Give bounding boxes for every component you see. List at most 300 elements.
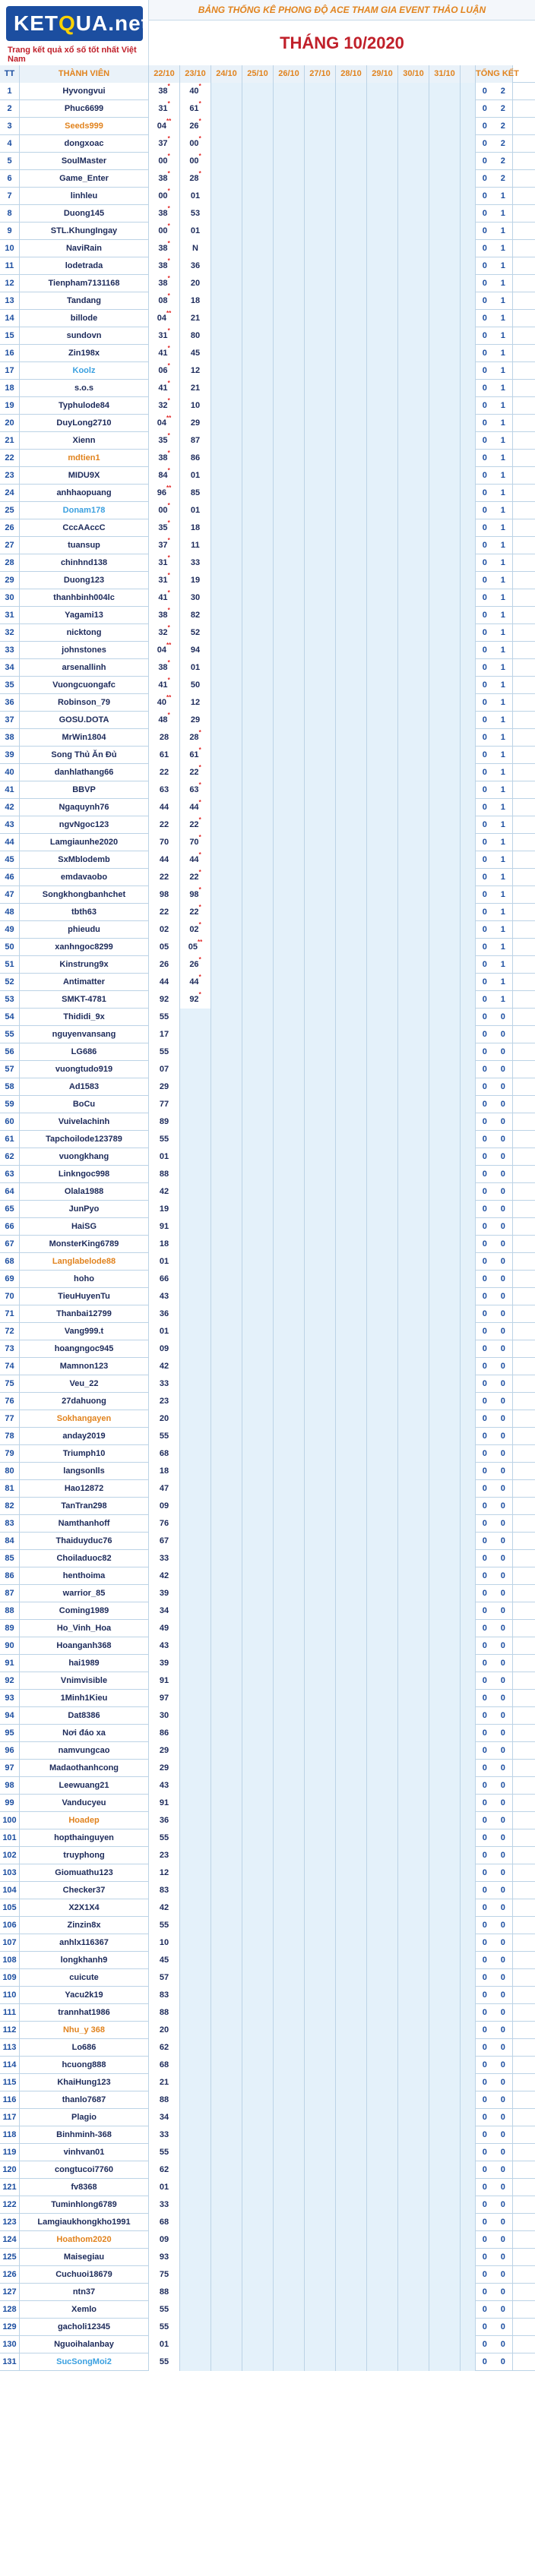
date-cell — [305, 607, 336, 624]
member-name[interactable]: ntn37 — [20, 2284, 149, 2301]
date-cell — [180, 485, 211, 502]
pick-number: 09 — [159, 1344, 169, 1353]
date-cell — [211, 2074, 242, 2091]
pick-number: 55 — [159, 1135, 169, 1144]
date-cell — [180, 939, 211, 956]
member-name[interactable]: linhleu — [20, 188, 149, 205]
member-name[interactable]: DuyLong2710 — [20, 415, 149, 432]
member-name[interactable]: anhlx116367 — [20, 1934, 149, 1952]
total-cell — [476, 747, 513, 764]
date-cell — [367, 1078, 398, 1096]
pick-number: 22* — [189, 816, 201, 829]
date-cell — [242, 1690, 274, 1707]
member-name[interactable]: Tuminhlong6789 — [20, 2196, 149, 2214]
date-cell — [180, 642, 211, 659]
date-cell — [242, 1899, 274, 1917]
blank-cell — [461, 2336, 476, 2353]
pick-number: 66 — [159, 1274, 169, 1283]
total-extra: 0 — [482, 139, 487, 148]
total-cell — [476, 2161, 513, 2179]
member-name[interactable]: Mamnon123 — [20, 1358, 149, 1375]
date-cell — [367, 502, 398, 519]
member-name[interactable]: Ngaquynh76 — [20, 799, 149, 816]
member-name[interactable]: MrWin1804 — [20, 729, 149, 747]
member-name[interactable]: Duong145 — [20, 205, 149, 223]
member-name[interactable]: Binhminh-368 — [20, 2126, 149, 2144]
member-name[interactable]: hai1989 — [20, 1655, 149, 1672]
date-cell — [367, 1393, 398, 1410]
member-name[interactable]: hcuong888 — [20, 2057, 149, 2074]
member-name[interactable]: trannhat1986 — [20, 2004, 149, 2022]
member-name[interactable]: Olala1988 — [20, 1183, 149, 1201]
blank-cell — [461, 851, 476, 869]
total-cell — [476, 1952, 513, 1969]
date-cell — [398, 2301, 429, 2319]
member-name[interactable]: GOSU.DOTA — [20, 712, 149, 729]
date-cell — [211, 2353, 242, 2371]
row-number: 118 — [0, 2126, 20, 2144]
date-cell — [274, 2144, 305, 2161]
member-name[interactable]: Vanducyeu — [20, 1795, 149, 1812]
date-cell — [211, 1253, 242, 1271]
member-name[interactable]: nguyenvansang — [20, 1026, 149, 1043]
date-cell — [242, 1829, 274, 1847]
hit-marker: * — [167, 188, 170, 194]
member-name[interactable]: hopthainguyen — [20, 1829, 149, 1847]
member-name[interactable]: Zin198x — [20, 345, 149, 362]
member-name[interactable]: Giomuathu123 — [20, 1864, 149, 1882]
member-name[interactable]: TanTran298 — [20, 1498, 149, 1515]
member-name[interactable]: Robinson_79 — [20, 694, 149, 712]
date-cell — [274, 537, 305, 554]
date-cell — [211, 327, 242, 345]
total-cell — [476, 397, 513, 415]
member-name[interactable]: gacholi12345 — [20, 2319, 149, 2336]
total-extra: 0 — [482, 1606, 487, 1615]
member-name[interactable]: BBVP — [20, 781, 149, 799]
member-name[interactable]: henthoima — [20, 1567, 149, 1585]
member-name[interactable]: Duong123 — [20, 572, 149, 589]
date-cell — [274, 345, 305, 362]
member-name[interactable]: Yacu2k19 — [20, 1987, 149, 2004]
member-name[interactable]: cuicute — [20, 1969, 149, 1987]
member-name[interactable]: Coming1989 — [20, 1602, 149, 1620]
total-hits: 1 — [500, 314, 505, 323]
member-name[interactable]: NaviRain — [20, 240, 149, 257]
total-extra: 0 — [482, 1432, 487, 1441]
date-cell — [398, 921, 429, 939]
hit-marker: * — [167, 519, 170, 526]
member-name[interactable]: Namthanhoff — [20, 1515, 149, 1533]
member-name[interactable]: vuongkhang — [20, 1148, 149, 1166]
member-name[interactable]: Ho_Vinh_Hoa — [20, 1620, 149, 1637]
total-extra: 0 — [482, 1414, 487, 1423]
member-name[interactable]: Vnimvisible — [20, 1672, 149, 1690]
date-cell — [274, 1777, 305, 1795]
date-cell — [398, 1620, 429, 1637]
table-row — [0, 205, 535, 223]
date-cell — [211, 1201, 242, 1218]
date-cell — [367, 1096, 398, 1113]
date-cell — [398, 1463, 429, 1480]
member-name[interactable]: hoangngoc945 — [20, 1340, 149, 1358]
date-cell — [336, 100, 367, 118]
member-name[interactable]: MonsterKing6789 — [20, 1236, 149, 1253]
date-cell — [429, 2284, 461, 2301]
member-name[interactable]: Tienpham7131168 — [20, 275, 149, 292]
member-name[interactable]: Maisegiau — [20, 2249, 149, 2266]
date-cell — [336, 974, 367, 991]
date-cell — [398, 415, 429, 432]
member-name[interactable]: Hoanganh368 — [20, 1637, 149, 1655]
date-cell — [242, 1760, 274, 1777]
member-name[interactable]: Choiladuoc82 — [20, 1550, 149, 1567]
total-hits: 0 — [500, 1589, 505, 1598]
date-cell — [429, 223, 461, 240]
total-hits: 0 — [500, 1921, 505, 1930]
date-cell — [367, 747, 398, 764]
total-extra: 0 — [482, 1641, 487, 1650]
total-extra: 0 — [482, 2287, 487, 2297]
date-cell — [274, 1201, 305, 1218]
member-name[interactable]: longkhanh9 — [20, 1952, 149, 1969]
date-cell — [367, 467, 398, 485]
date-cell — [367, 1777, 398, 1795]
total-hits: 0 — [500, 1938, 505, 1947]
member-name[interactable]: Kinstrung9x — [20, 956, 149, 974]
member-name[interactable]: Koolz — [20, 362, 149, 380]
member-name[interactable]: Cuchuoi18679 — [20, 2266, 149, 2284]
date-cell — [336, 345, 367, 362]
col-header-date: 30/10 — [398, 65, 429, 83]
member-name[interactable]: sundovn — [20, 327, 149, 345]
date-cell — [336, 1550, 367, 1567]
date-cell — [180, 2074, 211, 2091]
date-cell — [367, 1917, 398, 1934]
total-cell — [476, 712, 513, 729]
date-cell — [367, 415, 398, 432]
member-name[interactable]: Seeds999 — [20, 118, 149, 135]
member-name[interactable]: Tandang — [20, 292, 149, 310]
member-name[interactable]: tuansup — [20, 537, 149, 554]
date-cell — [398, 118, 429, 135]
member-name[interactable]: vinhvan01 — [20, 2144, 149, 2161]
member-name[interactable]: chinhnd138 — [20, 554, 149, 572]
member-name[interactable]: hoho — [20, 1271, 149, 1288]
pick-number: 36 — [159, 1816, 169, 1825]
member-name[interactable]: Xienn — [20, 432, 149, 450]
date-cell — [429, 1934, 461, 1952]
date-cell — [274, 974, 305, 991]
date-cell — [274, 170, 305, 188]
member-name[interactable]: CccAAccC — [20, 519, 149, 537]
member-name[interactable]: Nguoihalanbay — [20, 2336, 149, 2353]
date-cell — [398, 642, 429, 659]
member-name[interactable]: Vuongcuongafc — [20, 677, 149, 694]
date-cell — [211, 694, 242, 712]
total-hits: 1 — [500, 977, 505, 987]
member-name[interactable]: Nhu_y 368 — [20, 2022, 149, 2039]
member-name[interactable]: thanlo7687 — [20, 2091, 149, 2109]
member-name[interactable]: Xemlo — [20, 2301, 149, 2319]
member-name[interactable]: danhlathang66 — [20, 764, 149, 781]
date-cell — [274, 1917, 305, 1934]
member-name[interactable]: HaiSG — [20, 1218, 149, 1236]
member-name[interactable]: congtucoi7760 — [20, 2161, 149, 2179]
member-name[interactable]: Sokhangayen — [20, 1410, 149, 1428]
member-name[interactable]: emdavaobo — [20, 869, 149, 886]
total-cell — [476, 2144, 513, 2161]
date-cell — [211, 1131, 242, 1148]
member-name[interactable]: s.o.s — [20, 380, 149, 397]
member-name[interactable]: vuongtudo919 — [20, 1061, 149, 1078]
total-cell — [476, 2336, 513, 2353]
member-name[interactable]: anday2019 — [20, 1428, 149, 1445]
total-hits: 0 — [500, 1571, 505, 1580]
member-name[interactable]: nicktong — [20, 624, 149, 642]
member-name[interactable]: dongxoac — [20, 135, 149, 153]
date-cell — [429, 1061, 461, 1078]
date-cell — [429, 1271, 461, 1288]
member-name[interactable]: Phuc6699 — [20, 100, 149, 118]
total-extra: 0 — [482, 2165, 487, 2174]
total-cell — [476, 956, 513, 974]
total-extra: 0 — [482, 401, 487, 410]
total-hits: 1 — [500, 349, 505, 358]
date-cell — [429, 939, 461, 956]
table-row — [0, 2091, 535, 2109]
member-name[interactable]: 27dahuong — [20, 1393, 149, 1410]
member-name[interactable]: Songkhongbanhchet — [20, 886, 149, 904]
member-name[interactable]: truyphong — [20, 1847, 149, 1864]
date-cell — [211, 1393, 242, 1410]
member-name[interactable]: phieudu — [20, 921, 149, 939]
table-row — [0, 816, 535, 834]
pick-number: 68 — [159, 2060, 169, 2069]
date-cell — [274, 2266, 305, 2284]
total-extra: 0 — [482, 1309, 487, 1318]
date-cell — [149, 450, 180, 467]
member-name[interactable]: Zinzin8x — [20, 1917, 149, 1934]
date-cell — [429, 554, 461, 572]
member-name[interactable]: MIDU9X — [20, 467, 149, 485]
member-name[interactable]: Checker37 — [20, 1882, 149, 1899]
blank-cell — [461, 1305, 476, 1323]
member-name[interactable]: Ad1583 — [20, 1078, 149, 1096]
date-cell — [305, 886, 336, 904]
date-cell — [211, 2109, 242, 2126]
member-name[interactable]: 1Minh1Kieu — [20, 1690, 149, 1707]
date-cell — [336, 607, 367, 624]
date-cell — [211, 851, 242, 869]
date-cell — [149, 2074, 180, 2091]
member-name[interactable]: Yagami13 — [20, 607, 149, 624]
date-cell — [305, 974, 336, 991]
date-cell — [336, 415, 367, 432]
date-cell — [398, 694, 429, 712]
member-name[interactable]: anhhaopuang — [20, 485, 149, 502]
member-name[interactable]: Hoathom2020 — [20, 2231, 149, 2249]
total-hits: 0 — [500, 1397, 505, 1406]
member-name[interactable]: Linkngoc998 — [20, 1166, 149, 1183]
member-name[interactable]: Thaiduyduc76 — [20, 1533, 149, 1550]
total-hits: 0 — [500, 1117, 505, 1126]
pick-number: 31* — [158, 327, 170, 340]
table-row — [0, 781, 535, 799]
date-cell — [242, 1061, 274, 1078]
date-cell — [211, 2057, 242, 2074]
blank-cell — [461, 1253, 476, 1271]
member-name[interactable]: Vuivelachinh — [20, 1113, 149, 1131]
member-name[interactable]: Madaothanhcong — [20, 1760, 149, 1777]
date-cell — [149, 1480, 180, 1498]
member-name[interactable]: Plagio — [20, 2109, 149, 2126]
date-cell — [429, 1760, 461, 1777]
member-name[interactable]: Lo686 — [20, 2039, 149, 2057]
member-name[interactable]: arsenallinh — [20, 659, 149, 677]
date-cell — [367, 2336, 398, 2353]
total-cell — [476, 1480, 513, 1498]
date-cell — [336, 1707, 367, 1725]
table-row — [0, 1428, 535, 1445]
row-number: 75 — [0, 1375, 20, 1393]
member-name[interactable]: SMKT-4781 — [20, 991, 149, 1009]
row-number: 25 — [0, 502, 20, 519]
member-name[interactable]: Tapchoilode123789 — [20, 1131, 149, 1148]
date-cell — [429, 1795, 461, 1812]
member-name[interactable]: mdtien1 — [20, 450, 149, 467]
table-row — [0, 1672, 535, 1690]
total-cell — [476, 729, 513, 747]
pick-number: 77 — [159, 1100, 169, 1109]
hit-marker: * — [167, 554, 170, 561]
member-name[interactable]: SxMblodemb — [20, 851, 149, 869]
date-cell — [211, 83, 242, 100]
member-name[interactable]: tbth63 — [20, 904, 149, 921]
date-cell — [211, 1917, 242, 1934]
hit-marker: ** — [166, 415, 172, 421]
member-name[interactable]: X2X1X4 — [20, 1899, 149, 1917]
table-row — [0, 397, 535, 415]
member-name[interactable]: Lamgiaukhongkho1991 — [20, 2214, 149, 2231]
member-name[interactable]: SoulMaster — [20, 153, 149, 170]
total-hits: 0 — [500, 1554, 505, 1563]
date-cell — [211, 1148, 242, 1166]
member-name[interactable]: xanhngoc8299 — [20, 939, 149, 956]
member-name[interactable]: fv8368 — [20, 2179, 149, 2196]
member-name[interactable]: namvungcao — [20, 1742, 149, 1760]
member-name[interactable]: JunPyo — [20, 1201, 149, 1218]
table-row — [0, 1096, 535, 1113]
total-cell — [476, 135, 513, 153]
member-name[interactable]: Lamgiaunhe2020 — [20, 834, 149, 851]
pick-number: 63 — [159, 785, 169, 794]
pick-number: 55 — [159, 2148, 169, 2157]
total-extra: 0 — [482, 1711, 487, 1720]
date-cell — [242, 869, 274, 886]
total-extra: 0 — [482, 1379, 487, 1388]
member-name[interactable]: LG686 — [20, 1043, 149, 1061]
date-cell — [367, 1410, 398, 1428]
member-name[interactable]: ngvNgoc123 — [20, 816, 149, 834]
table-row — [0, 1393, 535, 1410]
table-row — [0, 1602, 535, 1620]
member-name[interactable]: Nơi đáo xa — [20, 1725, 149, 1742]
date-cell — [305, 1952, 336, 1969]
member-name[interactable]: thanhbinh004lc — [20, 589, 149, 607]
member-name[interactable]: TieuHuyenTu — [20, 1288, 149, 1305]
row-number: 26 — [0, 519, 20, 537]
member-name[interactable]: Langlabelode88 — [20, 1253, 149, 1271]
member-name[interactable]: Hyvongvui — [20, 83, 149, 100]
member-name[interactable]: Vang999.t — [20, 1323, 149, 1340]
date-cell — [367, 100, 398, 118]
blank-cell — [461, 2179, 476, 2196]
member-name[interactable]: Veu_22 — [20, 1375, 149, 1393]
date-cell — [367, 624, 398, 642]
row-number: 30 — [0, 589, 20, 607]
pick-number: 94 — [190, 646, 201, 655]
member-name[interactable]: Triumph10 — [20, 1445, 149, 1463]
blank-cell — [461, 1271, 476, 1288]
member-name[interactable]: Game_Enter — [20, 170, 149, 188]
member-name[interactable]: SucSongMoi2 — [20, 2353, 149, 2371]
member-name[interactable]: langsonlls — [20, 1463, 149, 1480]
total-cell — [476, 1340, 513, 1358]
total-extra: 0 — [482, 1501, 487, 1511]
member-name[interactable]: billode — [20, 310, 149, 327]
total-hits: 0 — [500, 2008, 505, 2017]
member-name[interactable]: Leewuang21 — [20, 1777, 149, 1795]
date-cell — [398, 1131, 429, 1148]
date-cell — [367, 904, 398, 921]
date-cell — [242, 747, 274, 764]
date-cell — [149, 2284, 180, 2301]
date-cell — [367, 1812, 398, 1829]
pick-number: 42 — [159, 1571, 169, 1580]
date-cell — [429, 1480, 461, 1498]
date-cell — [274, 1969, 305, 1987]
date-cell — [180, 1305, 211, 1323]
member-name[interactable]: Donam178 — [20, 502, 149, 519]
member-name[interactable]: johnstones — [20, 642, 149, 659]
date-cell — [242, 2196, 274, 2214]
member-name[interactable]: Dat8386 — [20, 1707, 149, 1725]
pick-number: 40* — [189, 83, 201, 96]
member-name[interactable]: lodetrada — [20, 257, 149, 275]
member-name[interactable]: Typhulode84 — [20, 397, 149, 415]
member-name[interactable]: Song Thủ Ăn Đủ — [20, 747, 149, 764]
member-name[interactable]: Thanbai12799 — [20, 1305, 149, 1323]
date-cell — [367, 432, 398, 450]
member-name[interactable]: STL.KhungIngay — [20, 223, 149, 240]
site-logo[interactable] — [0, 0, 149, 65]
date-cell — [429, 607, 461, 624]
member-name[interactable]: warrior_85 — [20, 1585, 149, 1602]
row-number: 126 — [0, 2266, 20, 2284]
date-cell — [242, 2336, 274, 2353]
date-cell — [211, 1480, 242, 1498]
date-cell — [429, 2126, 461, 2144]
member-name[interactable]: BoCu — [20, 1096, 149, 1113]
member-name[interactable]: Hoadep — [20, 1812, 149, 1829]
member-name[interactable]: KhaiHung123 — [20, 2074, 149, 2091]
hit-marker: * — [198, 834, 201, 841]
date-cell — [211, 135, 242, 153]
member-name[interactable]: Thididi_9x — [20, 1009, 149, 1026]
member-name[interactable]: Hao12872 — [20, 1480, 149, 1498]
member-name[interactable]: Antimatter — [20, 974, 149, 991]
